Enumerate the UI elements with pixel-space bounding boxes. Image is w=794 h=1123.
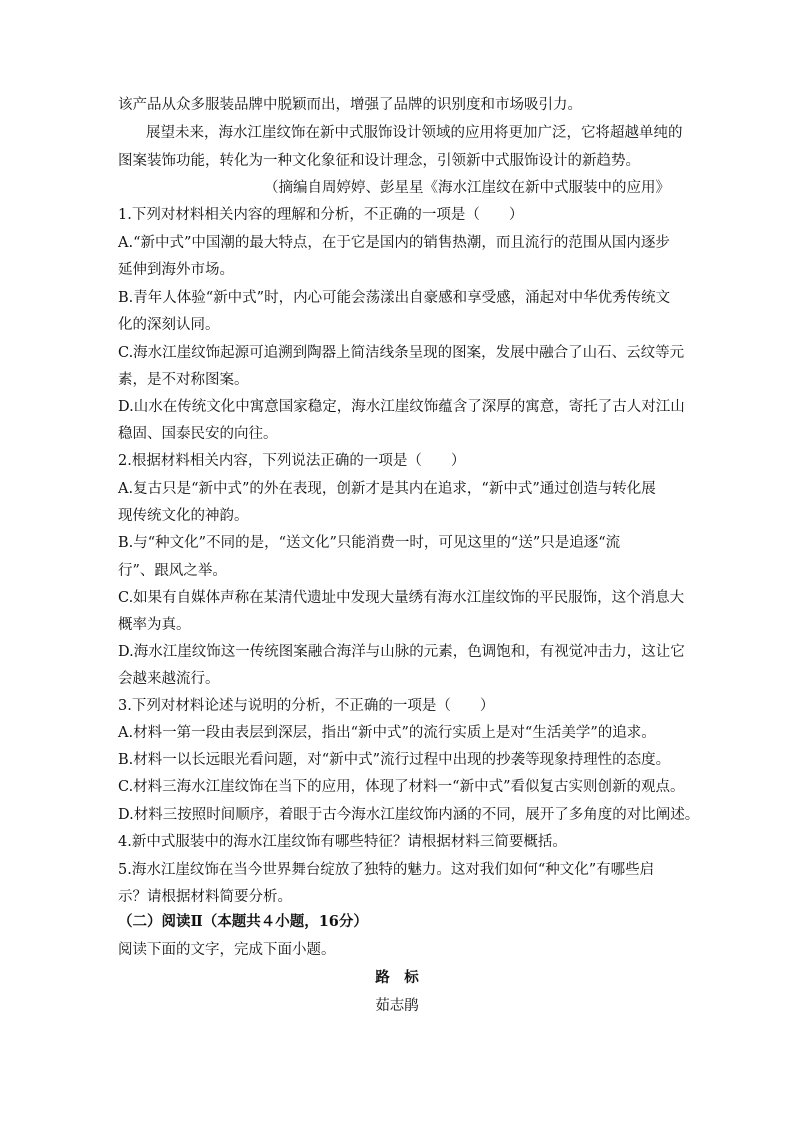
instruction-text: 阅读下面的文字，完成下面小题。 <box>118 942 336 958</box>
option-line: D.材料三按照时间顺序，着眼于古今海水江崖纹饰内涵的不同，展开了多角度的对比阐述。 <box>118 807 700 823</box>
option-line: B.青年人体验“新中式”时，内心可能会荡漾出自豪感和享受感，涌起对中华优秀传统文 <box>118 290 671 306</box>
option-line: 延伸到海外市场。 <box>118 262 234 278</box>
option-line: 概率为真。 <box>118 617 191 633</box>
story-author: 茹志鹃 <box>375 998 419 1014</box>
paragraph-line: 该产品从众多服装品牌中脱颖而出，增强了品牌的识别度和市场吸引力。 <box>118 97 582 113</box>
option-line: D.海水江崖纹饰这一传统图案融合海洋与山脉的元素，色调饱和，有视觉冲击力，这让它 <box>118 644 685 660</box>
option-line: B.材料一以长远眼光看问题，对“新中式”流行过程中出现的抄袭等现象持理性的态度。 <box>118 752 671 768</box>
option-line: 素，是不对称图案。 <box>118 372 249 388</box>
question-3: 3.下列对材料论述与说明的分析，不正确的一项是（ ） <box>118 698 495 714</box>
option-line: 现传统文化的神韵。 <box>118 508 249 524</box>
option-line: A.材料一第一段由表层到深层，指出“新中式”的流行实质上是对“生活美学”的追求。 <box>118 725 656 741</box>
option-line: 稳固、国泰民安的向往。 <box>118 426 278 442</box>
option-line: 行”、跟风之举。 <box>118 563 227 579</box>
source-citation: （摘编自周婷婷、彭星星《海水江崖纹在新中式服装中的应用》 <box>264 180 670 196</box>
option-line: D.山水在传统文化中寓意国家稳定，海水江崖纹饰蕴含了深厚的寓意，寄托了古人对江山 <box>118 399 685 415</box>
option-line: C.材料三海水江崖纹饰在当下的应用，体现了材料一“新中式”看似复古实则创新的观点。 <box>118 779 685 795</box>
option-line: B.与“种文化”不同的是，“送文化”只能消费一时，可见这里的“送”只是追逐“流 <box>118 535 621 551</box>
story-title: 路 标 <box>375 969 419 986</box>
option-line: 化的深刻认同。 <box>118 317 220 333</box>
question-5-continued: 示？请根据材料简要分析。 <box>118 889 292 905</box>
section-heading: （二）阅读Ⅱ（本题共４小题，16分） <box>118 913 368 930</box>
paragraph-line: 展望未来，海水江崖纹饰在新中式服饰设计领域的应用将更加广泛，它将超越单纯的 <box>146 125 683 141</box>
paragraph-line: 图案装饰功能，转化为一种文化象征和设计理念，引领新中式服饰设计的新趋势。 <box>118 153 640 169</box>
option-line: A.复古只是“新中式”的外在表现，创新才是其内在追求，“新中式”通过创造与转化展 <box>118 481 656 497</box>
question-1: 1.下列对材料相关内容的理解和分析，不正确的一项是（ ） <box>118 207 524 223</box>
option-line: 会越来越流行。 <box>118 671 220 687</box>
question-2: 2.根据材料相关内容，下列说法正确的一项是（ ） <box>118 453 466 469</box>
question-5: 5.海水江崖纹饰在当今世界舞台绽放了独特的魅力。这对我们如何“种文化”有哪些启 <box>118 862 655 878</box>
option-line: C.海水江崖纹饰起源可追溯到陶器上简洁线条呈现的图案，发展中融合了山石、云纹等元 <box>118 345 685 361</box>
question-4: 4.新中式服装中的海水江崖纹饰有哪些特征？请根据材料三简要概括。 <box>118 834 567 850</box>
option-line: C.如果有自媒体声称在某清代遗址中发现大量绣有海水江崖纹饰的平民服饰，这个消息大 <box>118 590 685 606</box>
option-line: A.“新中式”中国潮的最大特点，在于它是国内的销售热潮，而且流行的范围从国内逐步 <box>118 235 670 251</box>
